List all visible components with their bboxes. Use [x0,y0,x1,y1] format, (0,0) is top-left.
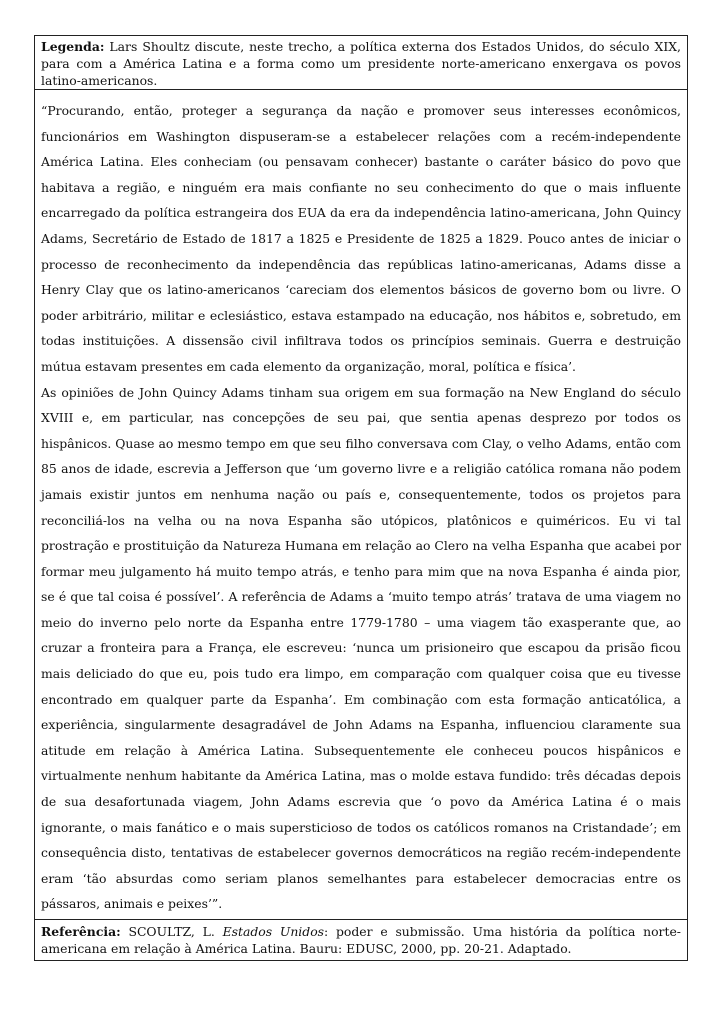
reference-rest: : poder e submissão. Uma história da política norte-americana em relação à América Latina. Bauru: EDUSC, 2000, pp. 20-21. Adaptado. [41,924,681,956]
document-frame [34,35,688,961]
paragraph-2: As opiniões de John Quincy Adams tinham sua origem em sua formação na New England do século XVIII e, em particular, nas concepções de seu pai, que sentia apenas desprezo por todos os hispânicos. Quase ao mesmo tempo em que seu filho conversava com Clay, o velho Adams, então com 85 anos de idade, escrevia a Jefferson que ‘um governo livre e a religião católica romana não podem jamais existir juntos em nenhuma nação ou país e, consequentemente, todos os projetos para reconciliá-los na velha ou na nova Espanha são utópicos, platônicos e quiméricos. Eu vi tal prostração e prostituição da Natureza Humana em relação ao Clero na velha Espanha que acabei por formar meu julgamento há muito tempo atrás, e tenho para mim que na nova Espanha é ainda pior, se é que tal coisa é possível’. A referência de Adams a ‘muito tempo atrás’ tratava de uma viagem no meio do inverno pelo norte da Espanha entre 1779-1780 – uma viagem tão exasperante que, ao cruzar a fronteira para a França, ele escreveu: ‘nunca um prisioneiro que escapou da prisão ficou mais deliciado do que eu, pois tudo era limpo, em comparação com qualquer coisa que eu tivesse encontrado em qualquer parte da Espanha’. Em combinação com esta formação anticatólica, a experiência, singularmente desagradável de John Adams na Espanha, influenciou claramente sua atitude em relação à América Latina. Subsequentemente ele conheceu poucos hispânicos e virtualmente nenhum habitante da América Latina, mas o molde estava fundido: três décadas depois de sua desafortunada viagem, John Adams escrevia que ‘o povo da América Latina é o mais ignorante, o mais fanático e o mais supersticioso de todos os católicos romanos na Cristandade’; em consequência disto, tentativas de estabelecer governos democráticos na região recém-independente eram ‘tão absurdas como seriam planos semelhantes para estabelecer democracias entre os pássaros, animais e peixes’”. [41,384,681,912]
quote-body [35,98,687,918]
reference-title: Estados Unidos [222,924,325,939]
reference-label: Referência: [41,924,121,939]
legend-text: Lars Shoultz discute, neste trecho, a política externa dos Estados Unidos, do século XIX, para com a América Latina e a forma como um presidente norte-americano enxergava os povos latino-americanos. [41,39,681,88]
reference-author: SCOULTZ, L. [120,924,223,939]
paragraph-1: “Procurando, então, proteger a segurança da nação e promover seus interesses econômicos, funcionários em Washington dispuseram-se a estabelecer relações com a recém-independente América Latina. Eles conheciam (ou pensavam conhecer) bastante o caráter básico do povo que habitava a região, e ninguém era mais confiante no seu conhecimento do que o mais influente encarregado da política estrangeira dos EUA da era da independência latino-americana, John Quincy Adams, Secretário de Estado de 1817 a 1825 e Presidente de 1825 a 1829. Pouco antes de iniciar o processo de reconhecimento da independência das repúblicas latino-americanas, Adams disse a Henry Clay que os latino-americanos ‘careciam dos elementos básicos de governo bom ou livre. O poder arbitrário, militar e eclesiástico, estava estampado na educação, nos hábitos e, sobretudo, em todas instituições. A dissensão civil infiltrava todos os princípios seminais. Guerra e destruição mútua estavam presentes em cada elemento da organização, moral, política e física’. [41,103,681,374]
reference-box [35,919,687,960]
legend-label: Legenda: [41,39,105,54]
legend-box [35,36,687,90]
